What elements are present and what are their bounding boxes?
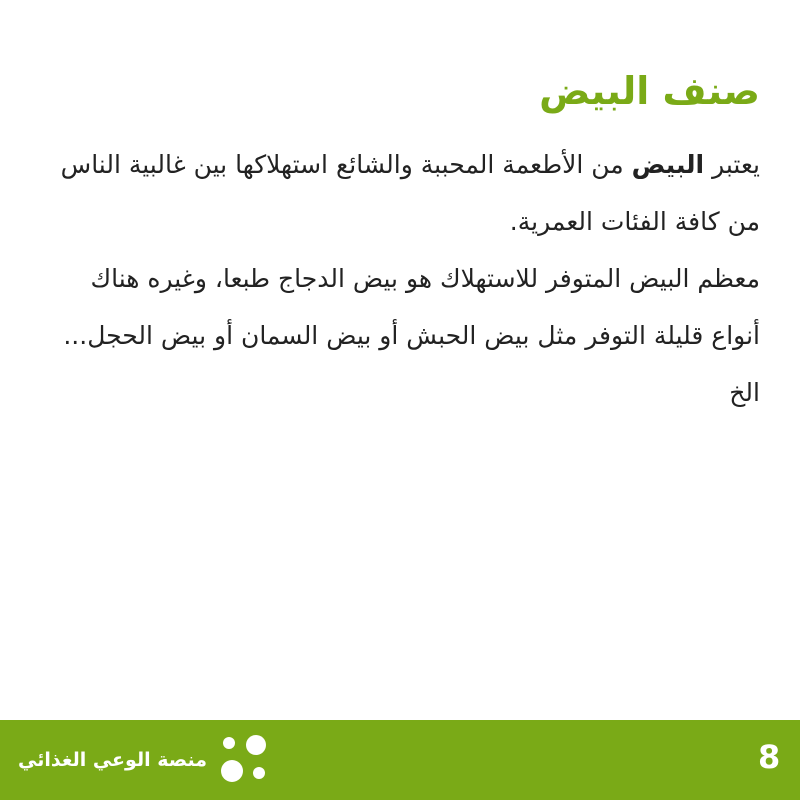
dots-logo-icon [219, 733, 273, 787]
brand-name: منصة الوعي الغذائي [18, 749, 207, 771]
paragraph-1 [40, 136, 760, 250]
article-body [40, 136, 760, 421]
article [40, 60, 760, 421]
brand [18, 720, 273, 800]
paragraph-1-prefix: يعتبر [704, 150, 760, 179]
footer-bar [0, 720, 800, 800]
paragraph-1-text: من الأطعمة المحببة والشائع استهلاكها بين غالبية الناس من كافة الفئات العمرية. [60, 150, 760, 236]
page-title: صنف البيض [539, 69, 760, 113]
highlight-term: البيض [631, 150, 705, 179]
paragraph-2: معظم البيض المتوفر للاستهلاك هو بيض الدجاج طبعا، وغيره هناك أنواع قليلة التوفر مثل بيض الحبش أو بيض السمان أو بيض الحجل... الخ [63, 264, 760, 407]
page-number: 8 [758, 738, 781, 776]
